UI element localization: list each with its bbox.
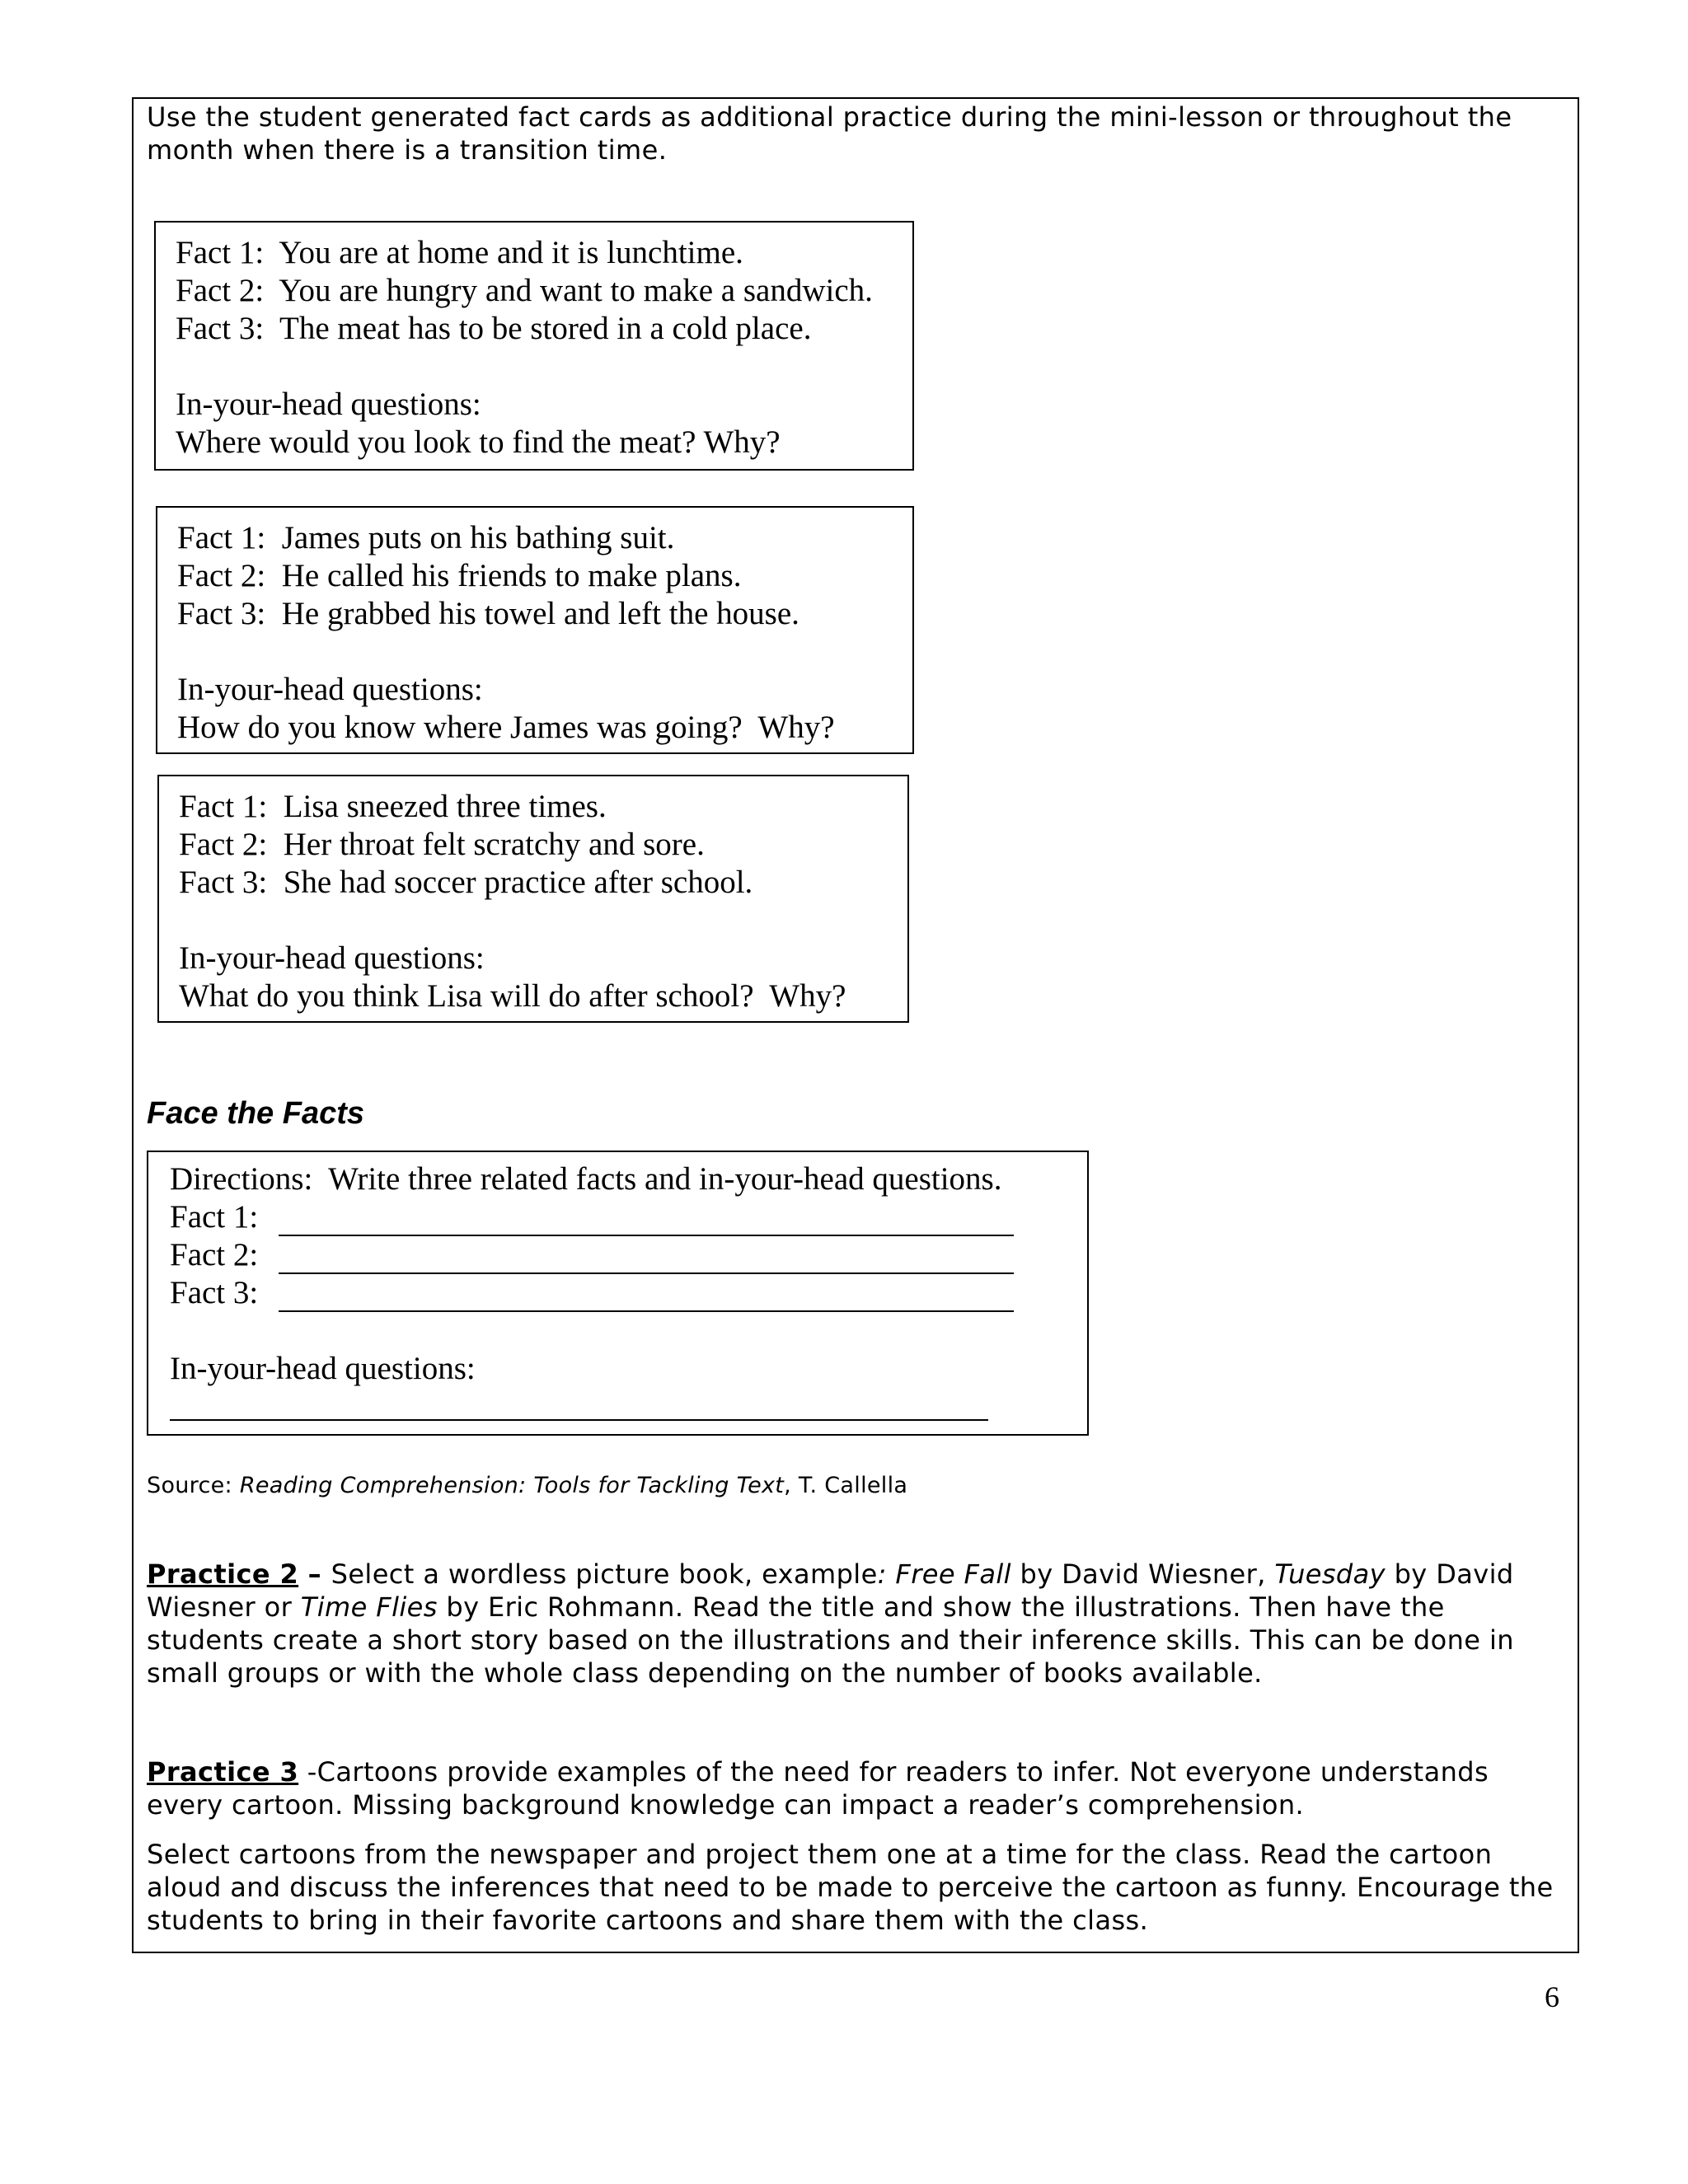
fact-3-row xyxy=(170,1274,1087,1312)
card-3-fact-2: Fact 2: Her throat felt scratchy and sore. xyxy=(179,827,705,862)
card-2-question-label: In-your-head questions: xyxy=(177,672,483,707)
fact-2-row xyxy=(170,1236,1087,1274)
practice-2-label: Practice 2 xyxy=(147,1558,299,1590)
face-the-facts-heading: Face the Facts xyxy=(147,1096,364,1131)
fact-1-row xyxy=(170,1198,1087,1236)
fact-2-label: Fact 2: xyxy=(170,1237,259,1272)
card-1-fact-1: Fact 1: You are at home and it is lunchtime. xyxy=(176,235,743,270)
fact-2-blank-line[interactable] xyxy=(279,1240,1014,1274)
card-1-fact-3: Fact 3: The meat has to be stored in a cold place. xyxy=(176,311,812,346)
card-2-fact-2: Fact 2: He called his friends to make plans. xyxy=(177,558,742,593)
page-number: 6 xyxy=(1545,1980,1559,2013)
practice-3-paragraph xyxy=(147,1755,1564,1821)
practice-3-text: -Cartoons provide examples of the need for readers to infer. Not everyone understands every cartoon. Missing background knowledge can impact a reader’s comprehension. xyxy=(147,1756,1489,1821)
card-2-fact-1: Fact 1: James puts on his bathing suit. xyxy=(177,520,675,555)
practice-2-title-time-flies: Time Flies xyxy=(300,1591,438,1623)
card-1-question: Where would you look to find the meat? Why? xyxy=(176,424,781,460)
question-blank-line[interactable] xyxy=(170,1388,988,1421)
intro-line-1: Use the student generated fact cards as additional practice during the mini-lesson or throughout the xyxy=(147,101,1512,133)
practice-2-text-3: by David Wiesner, xyxy=(1010,1558,1275,1590)
source-title: Reading Comprehension: Tools for Tackling Text xyxy=(239,1473,785,1498)
practice-2-text-7: by Eric Rohmann. Read the title and show the illustrations. Then have the students create a short story based on the illustrations and their inference skills. This can be done in small groups or with the whole class depending on the number of books available. xyxy=(147,1591,1514,1689)
fact-1-blank-line[interactable] xyxy=(279,1202,1014,1236)
practice-2-paragraph xyxy=(147,1558,1564,1690)
card-2-question: How do you know where James was going? Why? xyxy=(177,710,835,745)
card-1-fact-2: Fact 2: You are hungry and want to make a sandwich. xyxy=(176,273,873,308)
card-3-question-label: In-your-head questions: xyxy=(179,940,485,976)
worksheet-question-label: In-your-head questions: xyxy=(170,1351,476,1386)
practice-2-text-5: by David Wiesner or xyxy=(147,1558,1514,1623)
source-label: Source: xyxy=(147,1473,240,1498)
card-2-fact-3: Fact 3: He grabbed his towel and left the house. xyxy=(177,596,799,631)
source-citation xyxy=(147,1472,907,1500)
card-1-question-label: In-your-head questions: xyxy=(176,387,481,422)
card-3-fact-3: Fact 3: She had soccer practice after school. xyxy=(179,865,753,900)
fact-3-blank-line[interactable] xyxy=(279,1277,1014,1312)
practice-3-label: Practice 3 xyxy=(147,1756,299,1788)
intro-line-2: month when there is a transition time. xyxy=(147,134,668,166)
practice-2-title-free-fall: : Free Fall xyxy=(877,1558,1011,1590)
card-3-question: What do you think Lisa will do after school? Why? xyxy=(179,978,846,1014)
practice-2-text-1: Select a wordless picture book, example xyxy=(331,1558,878,1590)
fact-card-1 xyxy=(154,221,914,471)
fact-card-2 xyxy=(156,506,914,754)
intro-paragraph xyxy=(147,101,1564,166)
fact-3-label: Fact 3: xyxy=(170,1275,259,1310)
source-author: , T. Callella xyxy=(784,1473,908,1498)
fact-card-3 xyxy=(157,775,909,1023)
card-3-fact-1: Fact 1: Lisa sneezed three times. xyxy=(179,789,607,824)
practice-2-dash: – xyxy=(298,1558,331,1590)
directions-text: Directions: Write three related facts and in-your-head questions. xyxy=(170,1161,1002,1197)
practice-3-followup-paragraph: Select cartoons from the newspaper and project them one at a time for the class. Read the cartoon aloud and discuss the inferences that need to be made to perceive the cartoon as funny. Encourage the students to bring in their favorite cartoons and share them with the class. xyxy=(147,1839,1554,1936)
practice-2-title-tuesday: Tuesday xyxy=(1274,1558,1386,1590)
face-the-facts-worksheet xyxy=(147,1151,1089,1436)
fact-1-label: Fact 1: xyxy=(170,1199,259,1235)
